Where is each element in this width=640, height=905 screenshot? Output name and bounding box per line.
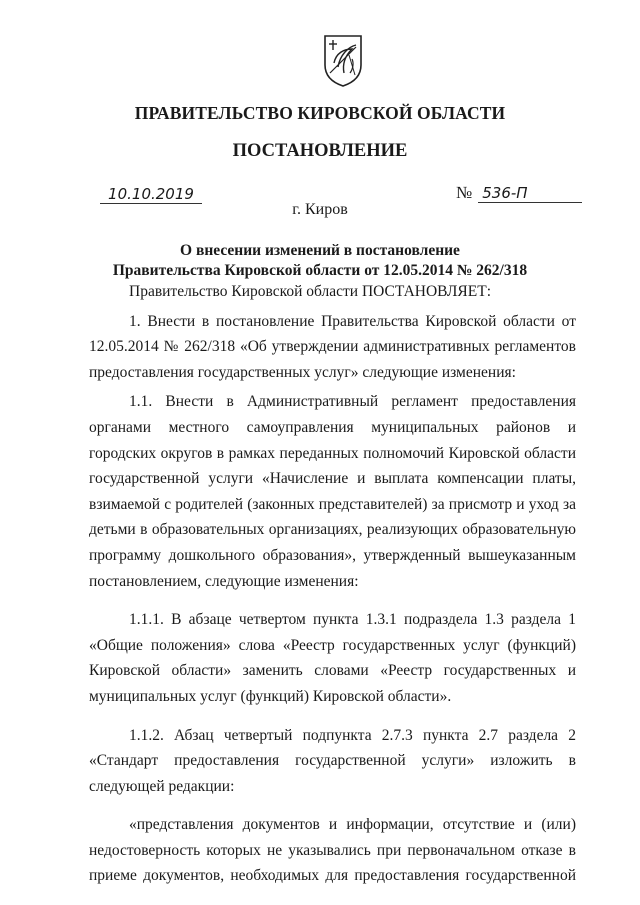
- document-number: 536-П: [478, 184, 582, 203]
- paragraph-resolves: Правительство Кировской области ПОСТАНОВЛЯЕТ:: [129, 283, 492, 300]
- government-title: ПРАВИТЕЛЬСТВО КИРОВСКОЙ ОБЛАСТИ: [134, 103, 506, 123]
- paragraph-1-1: 1.1. Внести в Административный регламент предоставления органами местного самоуправления муниципальных районов и городских округов в рамках переданных полномочий Кировской области государственной услуги «Начисление и выплата компенсации платы, взимаемой с родителей (законных представителей) за присмотр и уход за детьми в образовательных организациях, реализующих образовательную программу дошкольного образования», утвержденный вышеуказанным постановлением, следующие изменения:: [89, 393, 576, 590]
- document-date: 10.10.2019: [100, 185, 202, 204]
- paragraph-1-1-1: 1.1.1. В абзаце четвертом пункта 1.3.1 подраздела 1.3 раздела 1 «Общие положения» слова «Реестр государственных услуг (функций) Кировской области» заменить словами «Реестр государственных и муниципальных услуг (функций) Кировской области».: [89, 611, 576, 705]
- document-body: [89, 279, 576, 889]
- number-sign: №: [456, 183, 473, 202]
- document-subject: [0, 241, 640, 281]
- city: г. Киров: [292, 201, 348, 218]
- document-number-block: [456, 183, 582, 203]
- document-type: ПОСТАНОВЛЕНИЕ: [232, 141, 408, 161]
- subject-line-1: О внесении изменений в постановление: [180, 242, 460, 259]
- paragraph-1: 1. Внести в постановление Правительства Кировской области от 12.05.2014 № 262/318 «Об утверждении административных регламентов предоставления государственных услуг» следующие изменения:: [89, 312, 576, 381]
- subject-line-2: Правительства Кировской области от 12.05.2014 № 262/318: [112, 262, 528, 279]
- coat-of-arms-icon: [322, 33, 364, 87]
- paragraph-quote: «представления документов и информации, отсутствие и (или) недостоверность которых не указывались при первоначальном отказе в приеме документов, необходимых для предоставления государственной: [89, 816, 576, 885]
- paragraph-1-1-2: 1.1.2. Абзац четвертый подпункта 2.7.3 пункта 2.7 раздела 2 «Стандарт предоставления государственной услуги» изложить в следующей редакции:: [89, 726, 576, 795]
